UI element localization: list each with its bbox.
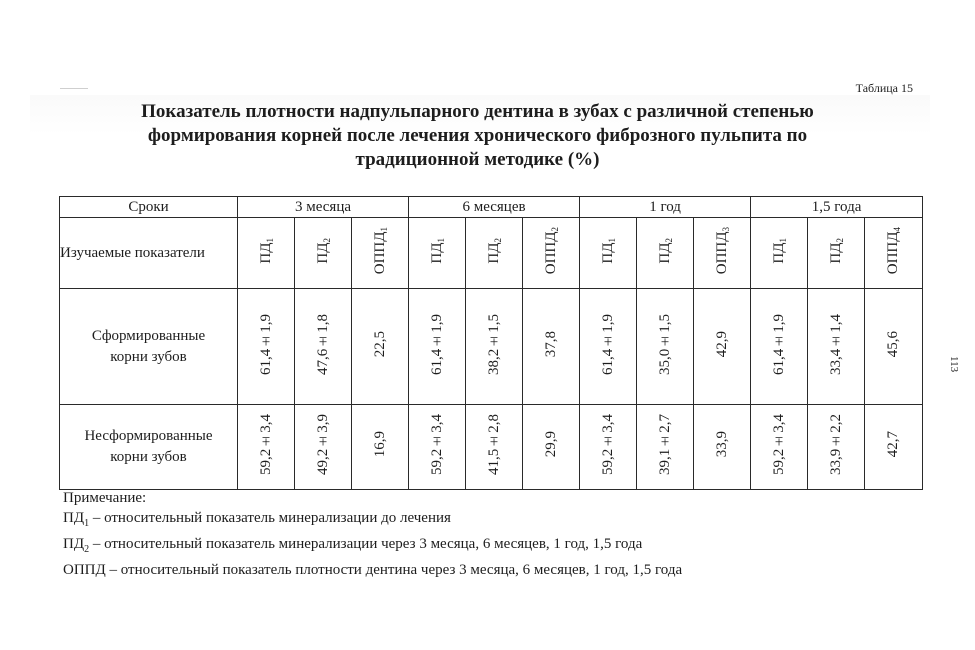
table-cell [694,289,751,405]
table-cell [751,405,808,490]
table-cell [466,289,523,405]
table-cell [865,289,923,405]
cell-value: 61,4±1,9 [770,313,787,375]
note-term: ПД [63,510,85,526]
table-cell [580,405,637,490]
indicator-header [352,218,409,289]
table-cell [523,405,580,490]
row-label [60,405,238,490]
period-header: 6 месяцев [409,197,580,218]
indicator-label [258,238,275,264]
cell-value: 39,1±2,7 [656,414,673,475]
note-oppd: ОППД – относительный показатель плотности дентина через 3 месяца, 6 месяцев, 1 год, 1,5 года [63,562,683,578]
table-row [60,405,923,490]
indicator-label [372,227,389,274]
indicator-name: ПД [485,242,502,264]
indicator-sub: 1 [606,237,617,243]
table-cell [808,289,865,405]
indicators-header-row [60,218,923,289]
indicator-label [714,227,731,274]
indicator-name: ОППД [542,231,559,275]
table-cell [580,289,637,405]
cell-value: 49,2±3,9 [314,414,331,475]
row-label-line: Сформированные [91,327,206,344]
note-term-sub: 1 [84,518,90,529]
table-cell [466,405,523,490]
indicator-sub: 2 [321,237,332,243]
indicator-header [694,218,751,289]
indicator-label [315,238,332,264]
indicator-name: ОППД [371,231,388,275]
table-cell [409,289,466,405]
table-cell [637,405,694,490]
page-number: 113 [948,356,960,373]
indicator-sub: 1 [264,237,275,243]
indicator-header [808,218,865,289]
period-header: 1,5 года [751,197,923,218]
note-text: – относительный показатель минерализации через 3 месяца, 6 месяцев, 1 год, 1,5 года [89,536,643,552]
indicator-label [885,227,902,274]
cell-value: 59,2±3,4 [428,414,445,475]
indicator-name: ОППД [885,231,902,275]
indicator-label [429,238,446,264]
indicator-header [751,218,808,289]
cell-value: 59,2±3,4 [599,414,616,475]
cell-value: 41,5±2,8 [485,414,502,475]
cell-value: 38,2±1,5 [485,313,502,375]
notes [63,488,682,580]
indicator-sub: 2 [834,237,845,243]
cell-value: 45,6 [885,330,902,358]
indicator-sub: 1 [378,226,389,232]
indicator-label [600,238,617,264]
table-row [60,289,923,405]
table-cell [523,289,580,405]
indicator-label [771,238,788,264]
cell-value: 37,8 [542,330,559,358]
period-header: 1 год [580,197,751,218]
cell-value: 61,4±1,9 [599,313,616,375]
table-cell [751,289,808,405]
indicator-header [409,218,466,289]
period-header: 3 месяца [238,197,409,218]
table-cell [694,405,751,490]
indicator-name: ПД [428,242,445,264]
cell-value: 61,4±1,9 [257,313,274,375]
indicator-sub: 4 [892,226,903,232]
indicator-sub: 2 [549,226,560,232]
indicator-header [637,218,694,289]
cell-value: 29,9 [542,431,559,458]
cell-value: 35,0±1,5 [656,313,673,375]
title-line-3: традиционной методике (%) [355,149,600,170]
table-cell [238,289,295,405]
indicator-sub: 1 [777,237,788,243]
notes-heading: Примечание: [63,490,147,506]
table-cell [808,405,865,490]
note-term-sub: 2 [84,544,90,555]
indicator-header [295,218,352,289]
document-title [60,100,895,172]
indicator-label [657,238,674,264]
note-pd2 [63,534,682,560]
row-label-line: Несформированные [84,428,213,444]
table-cell [637,289,694,405]
periods-label: Сроки [60,197,238,218]
table-cell [238,405,295,490]
indicator-header [580,218,637,289]
table-cell [295,289,352,405]
cell-value: 47,6±1,8 [314,313,331,375]
indicator-name: ПД [770,242,787,264]
note-term: ПД [63,536,85,552]
indicator-sub: 2 [663,237,674,243]
row-label-line: корни зубов [110,449,187,465]
indicator-name: ПД [314,242,331,264]
cell-value: 42,7 [885,431,902,458]
cell-value: 42,9 [713,330,730,358]
indicator-label [486,238,503,264]
indicator-header [865,218,923,289]
indicator-name: ПД [599,242,616,264]
indicator-label [543,227,560,274]
indicator-name: ПД [656,242,673,264]
indicators-label: Изучаемые показатели [60,218,238,289]
cell-value: 33,9 [713,431,730,458]
indicator-header [238,218,295,289]
indicator-header [523,218,580,289]
note-pd1 [63,508,682,534]
table-cell [865,405,923,490]
note-text: – относительный показатель минерализации до лечения [89,510,451,526]
table-cell [352,405,409,490]
table-cell [409,405,466,490]
indicator-name: ПД [827,242,844,264]
table-caption: Таблица 15 [855,81,913,95]
density-table [59,196,923,490]
table-cell [295,405,352,490]
cell-value: 61,4±1,9 [428,313,445,375]
scan-mark [60,88,88,89]
row-label-line: корни зубов [110,348,187,365]
periods-header-row [60,197,923,218]
cell-value: 59,2±3,4 [770,414,787,475]
indicator-sub: 1 [435,237,446,243]
cell-value: 22,5 [371,330,388,358]
indicator-header [466,218,523,289]
title-line-1: Показатель плотности надпульпарного дентина в зубах с различной степенью [141,101,814,122]
cell-value: 33,4±1,4 [827,313,844,375]
table-cell [352,289,409,405]
cell-value: 16,9 [371,431,388,458]
indicator-sub: 2 [492,237,503,243]
indicator-name: ОППД [713,231,730,275]
cell-value: 33,9±2,2 [827,414,844,475]
indicator-sub: 3 [720,226,731,232]
row-label [60,289,238,405]
title-line-2: формирования корней после лечения хронического фиброзного пульпита по [147,125,808,146]
indicator-label [828,238,845,264]
cell-value: 59,2±3,4 [257,414,274,475]
indicator-name: ПД [257,242,274,264]
